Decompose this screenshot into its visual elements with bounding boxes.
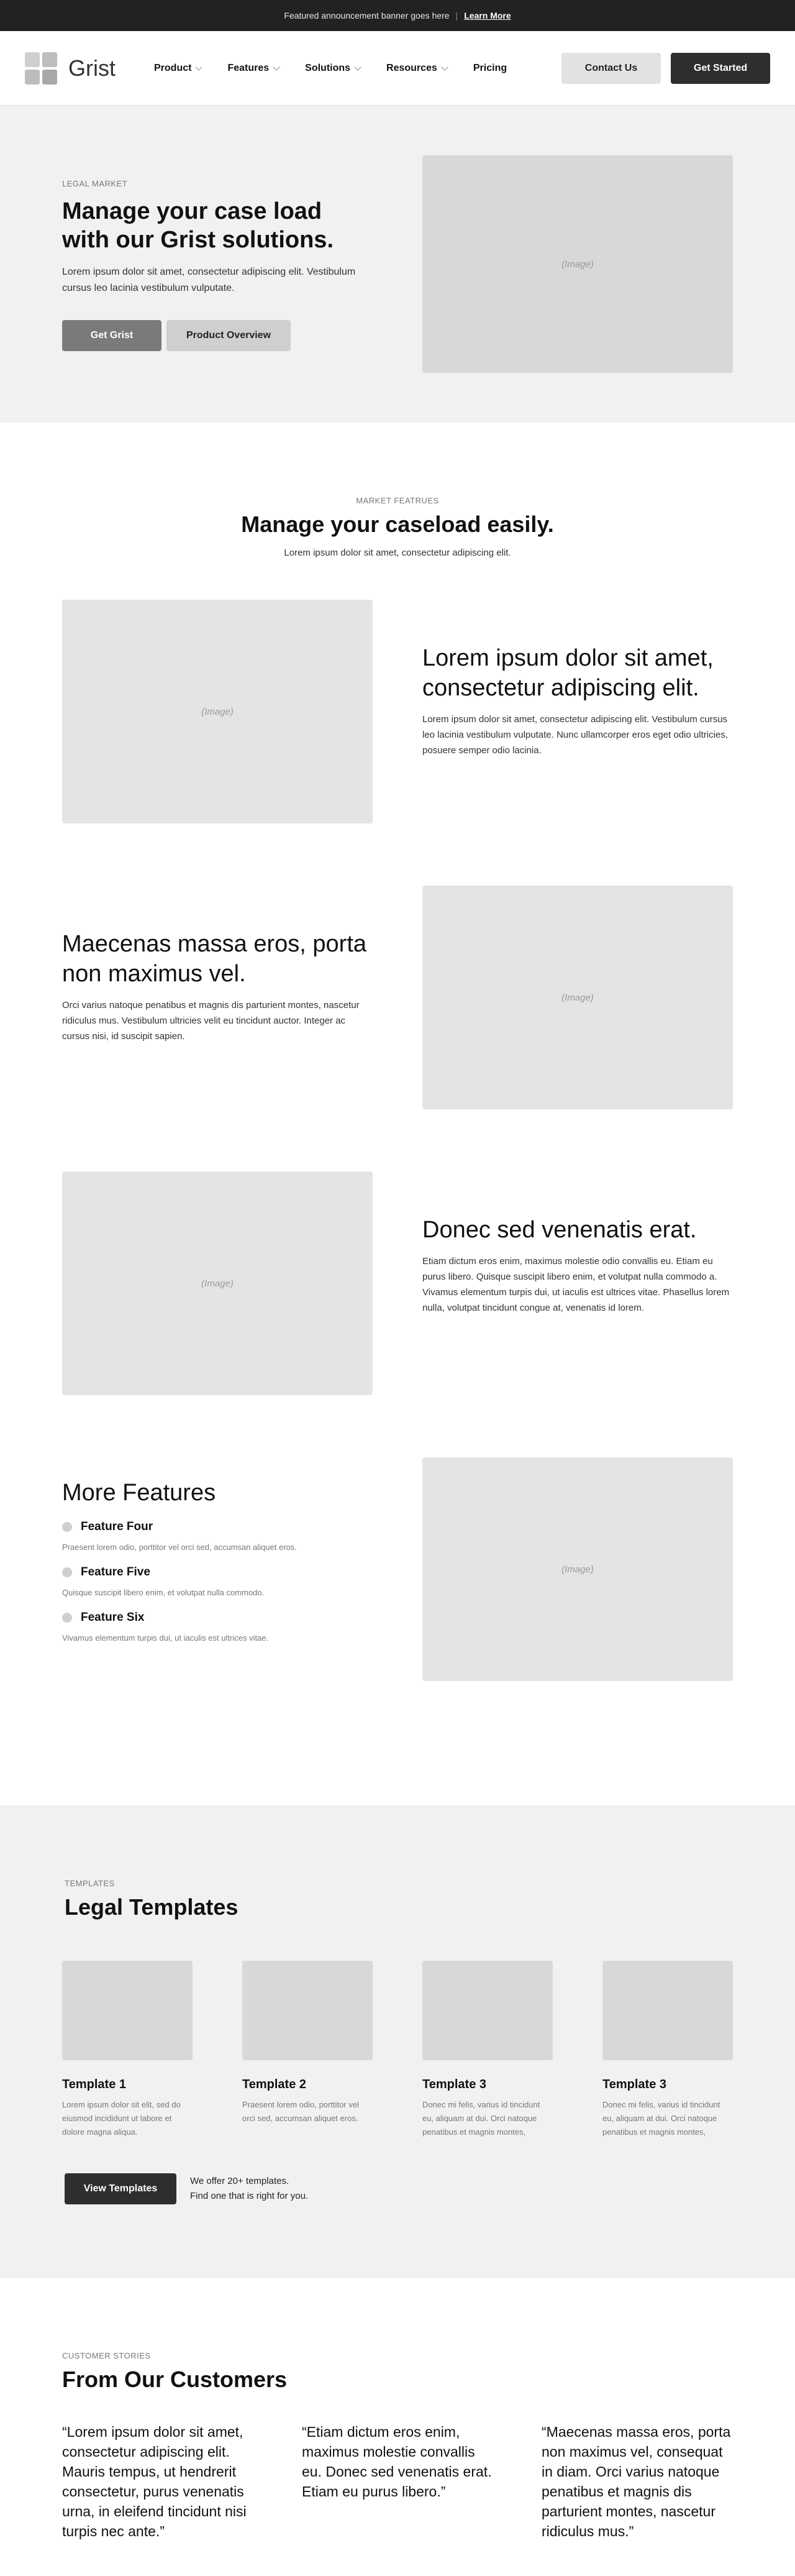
- feature-image: (Image): [62, 1171, 373, 1395]
- market-features-intro: [0, 423, 795, 600]
- feature-body: Etiam dictum eros enim, maximus molestie odio convallis eu. Etiam eu purus libero. Quisque suscipit libero enim, et volutpat nulla commodo a. Vivamus elementum turpis dui, ut iaculis est ultrices vitae. Phasellus lorem nulla, volutpat tincidunt congue at, venenatis id lorem.: [422, 1256, 730, 1313]
- feature-copy: [422, 643, 733, 758]
- template-title: Template 1: [62, 2078, 126, 2091]
- nav-actions: [561, 53, 770, 84]
- template-thumbnail: [242, 1961, 373, 2060]
- customers-eyebrow: CUSTOMER STORIES: [62, 2351, 151, 2360]
- template-card[interactable]: [242, 1961, 373, 2139]
- template-body: Praesent lorem odio, porttitor vel orci sed, accumsan aliquet eros.: [242, 2100, 359, 2123]
- hero-cta: [62, 320, 373, 351]
- template-title: Template 2: [242, 2078, 306, 2091]
- template-card[interactable]: [602, 1961, 733, 2139]
- bullet-icon: [62, 1567, 72, 1577]
- template-title: Template 3: [602, 2078, 666, 2091]
- template-thumbnail: [62, 1961, 193, 2060]
- feature-title: Donec sed venenatis erat.: [422, 1217, 697, 1243]
- nav-item-pricing[interactable]: [473, 63, 507, 74]
- feature-item-body: Quisque suscipit libero enim, et volutpat nulla commodo.: [62, 1588, 265, 1597]
- feature-title: Maecenas massa eros, porta non maximus vel.: [62, 931, 367, 987]
- template-card[interactable]: [422, 1961, 553, 2139]
- bullet-icon: [62, 1613, 72, 1623]
- feature-item: [62, 1611, 373, 1643]
- feature-row-2: [0, 886, 795, 1171]
- get-grist-button[interactable]: Get Grist: [62, 320, 161, 351]
- template-body: Donec mi felis, varius id tincidunt eu, aliquam at dui. Orci natoque penatibus et magnis montes,: [422, 2100, 540, 2137]
- hero-image: (Image): [422, 155, 733, 373]
- grist-logo-icon: [25, 52, 57, 85]
- customer-quotes: [62, 2422, 732, 2541]
- chevron-down-icon: [354, 63, 361, 70]
- feature-item: [62, 1565, 373, 1597]
- nav-item-features[interactable]: [227, 63, 279, 74]
- product-overview-button[interactable]: Product Overview: [166, 320, 291, 351]
- hero-body: Lorem ipsum dolor sit amet, consectetur adipiscing elit. Vestibulum cursus leo lacinia vestibulum vulputate.: [62, 267, 356, 293]
- intro-eyebrow: MARKET FEATRUES: [356, 496, 439, 505]
- nav-label: Features: [227, 62, 270, 73]
- template-thumbnail: [602, 1961, 733, 2060]
- nav-item-resources[interactable]: [386, 63, 447, 74]
- feature-item-title: Feature Five: [81, 1565, 150, 1579]
- hero-copy: [62, 179, 373, 351]
- feature-item-title: Feature Four: [81, 1520, 153, 1533]
- feature-row-1: [0, 600, 795, 886]
- nav-label: Resources: [386, 62, 437, 73]
- nav-label: Product: [154, 62, 192, 73]
- hero-title: Manage your case load with our Grist solutions.: [62, 198, 334, 253]
- customers-header: [62, 2351, 287, 2393]
- intro-body: Lorem ipsum dolor sit amet, consectetur adipiscing elit.: [284, 548, 511, 558]
- view-templates-button[interactable]: View Templates: [65, 2173, 176, 2204]
- templates-section: [0, 1805, 795, 2278]
- templates-note-line: We offer 20+ templates.: [190, 2176, 289, 2186]
- customers-title: From Our Customers: [62, 2367, 288, 2392]
- chevron-down-icon: [441, 63, 448, 70]
- logo-text: Grist: [68, 55, 116, 81]
- nav-label: Pricing: [473, 62, 507, 73]
- template-thumbnail: [422, 1961, 553, 2060]
- feature-item: [62, 1520, 373, 1552]
- template-title: Template 3: [422, 2078, 486, 2091]
- feature-row-3: [0, 1171, 795, 1457]
- intro-title: Manage your caseload easily.: [241, 511, 554, 537]
- customer-quote: “Lorem ipsum dolor sit amet, consectetur adipiscing elit. Mauris tempus, ut hendrerit consectetur, purus venenatis urna, in eleifend tincidunt nisi turpis nec ante.”: [62, 2424, 247, 2539]
- customer-quote: “Etiam dictum eros enim, maximus molestie convallis eu. Donec sed venenatis erat. Etiam eu purus libero.”: [302, 2424, 492, 2500]
- templates-cta: [65, 2173, 308, 2204]
- template-card[interactable]: [62, 1961, 193, 2139]
- templates-title: Legal Templates: [65, 1894, 238, 1920]
- template-body: Donec mi felis, varius id tincidunt eu, aliquam at dui. Orci natoque penatibus et magnis montes,: [602, 2100, 720, 2137]
- template-cards: [62, 1961, 733, 2139]
- feature-image: (Image): [62, 600, 373, 823]
- nav-label: Solutions: [305, 62, 351, 73]
- feature-title: Lorem ipsum dolor sit amet, consectetur adipiscing elit.: [422, 645, 714, 701]
- chevron-down-icon: [196, 63, 202, 70]
- banner-separator: |: [455, 11, 458, 21]
- chevron-down-icon: [273, 63, 279, 70]
- bullet-icon: [62, 1522, 72, 1532]
- customer-quote: “Maecenas massa eros, porta non maximus vel, consequat in diam. Orci varius natoque penatibus et magnis dis parturient montes, nascetur ridiculus mus.”: [542, 2424, 731, 2539]
- feature-body: Orci varius natoque penatibus et magnis dis parturient montes, nascetur ridiculus mus. Vestibulum ultricies velit eu tincidunt auctor. Integer ac cursus nisi, id suscipit sapien.: [62, 1000, 360, 1042]
- templates-note: [190, 2174, 308, 2204]
- learn-more-link[interactable]: Learn More: [464, 11, 511, 21]
- hero-section: [0, 106, 795, 423]
- customers-section: [0, 2278, 795, 2576]
- banner-text: Featured announcement banner goes here: [284, 11, 450, 21]
- feature-body: Lorem ipsum dolor sit amet, consectetur adipiscing elit. Vestibulum cursus leo lacinia vestibulum vulputate. Nunc ullamcorper eros eget odio ultricies, posuere semper odio lacinia.: [422, 714, 728, 756]
- feature-copy: [422, 1215, 733, 1316]
- more-features-section: [0, 1457, 795, 1805]
- templates-note-line: Find one that is right for you.: [190, 2191, 309, 2201]
- more-features-copy: [62, 1480, 373, 1643]
- announcement-banner: [0, 0, 795, 31]
- feature-copy: [62, 929, 373, 1044]
- get-started-button[interactable]: Get Started: [671, 53, 770, 84]
- nav-item-solutions[interactable]: [305, 63, 360, 74]
- logo[interactable]: [25, 52, 116, 85]
- more-features-image: (Image): [422, 1457, 733, 1681]
- template-body: Lorem ipsum dolor sit elit, sed do eiusmod incididunt ut labore et dolore magna aliqua.: [62, 2100, 181, 2137]
- more-features-title: More Features: [62, 1480, 216, 1506]
- nav-menu: [154, 63, 507, 74]
- hero-eyebrow: LEGAL MARKET: [62, 179, 128, 188]
- feature-item-body: Praesent lorem odio, porttitor vel orci sed, accumsan aliquet eros.: [62, 1542, 297, 1552]
- main-nav: [0, 31, 795, 106]
- feature-item-title: Feature Six: [81, 1611, 145, 1624]
- feature-item-body: Vivamus elementum turpis dui, ut iaculis est ultrices vitae.: [62, 1633, 269, 1643]
- nav-item-product[interactable]: [154, 63, 201, 74]
- templates-eyebrow: TEMPLATES: [65, 1879, 115, 1888]
- feature-image: (Image): [422, 886, 733, 1109]
- templates-header: [65, 1879, 238, 1920]
- contact-us-button[interactable]: Contact Us: [561, 53, 661, 84]
